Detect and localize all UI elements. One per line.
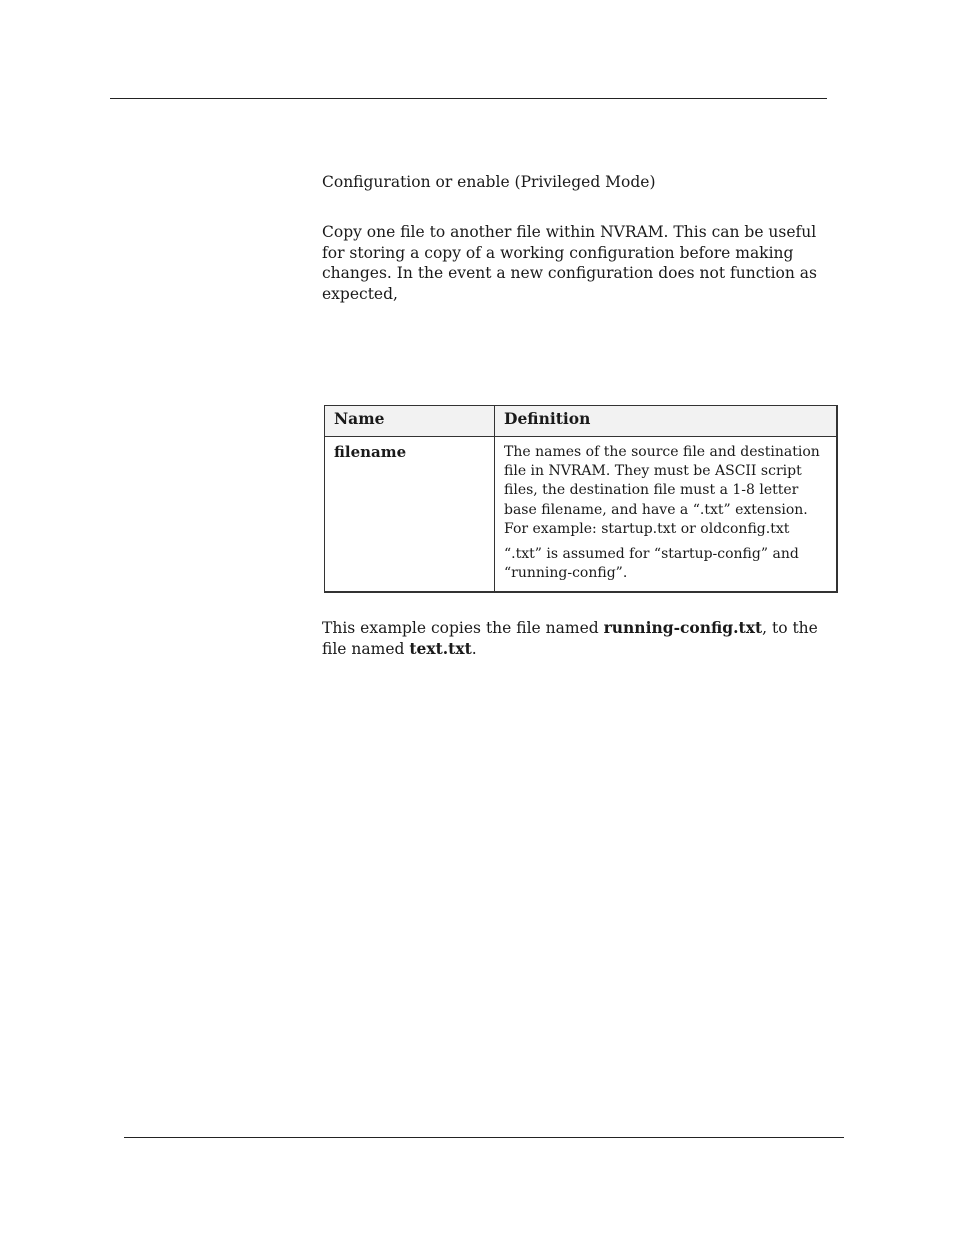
param-name: filename [325,437,495,593]
example-dest-file: text.txt [409,638,472,658]
description-text: Copy one file to another file within NVRAM. This can be useful for storing a copy of a working configuration before making changes. In the event a new configuration does not function as expected, [322,223,817,303]
column-header-name: Name [325,406,495,437]
table-header-row [325,406,838,437]
definition-paragraph: The names of the source file and destination file in NVRAM. They must be ASCII script files, the destination file must a 1-8 letter base filename, and have a “.txt” extension. For example: startup.txt or oldconfig.txt [504,444,820,537]
example-suffix: . [471,639,477,658]
table-row [325,437,838,593]
example-source-file: running-config.txt [603,618,763,637]
mode-text: Configuration or enable (Privileged Mode) [322,173,656,191]
definition-note: “.txt” is assumed for “startup-config” and “running-config”. [504,546,799,582]
footer-rule [124,1137,844,1138]
column-header-definition: Definition [495,406,838,437]
example-prefix: This example copies the file named [322,619,604,637]
param-definition [495,437,838,593]
example-text [322,618,842,659]
parameter-table [324,405,838,593]
example-middle: , to the file named [322,619,818,658]
header-rule [110,98,827,99]
